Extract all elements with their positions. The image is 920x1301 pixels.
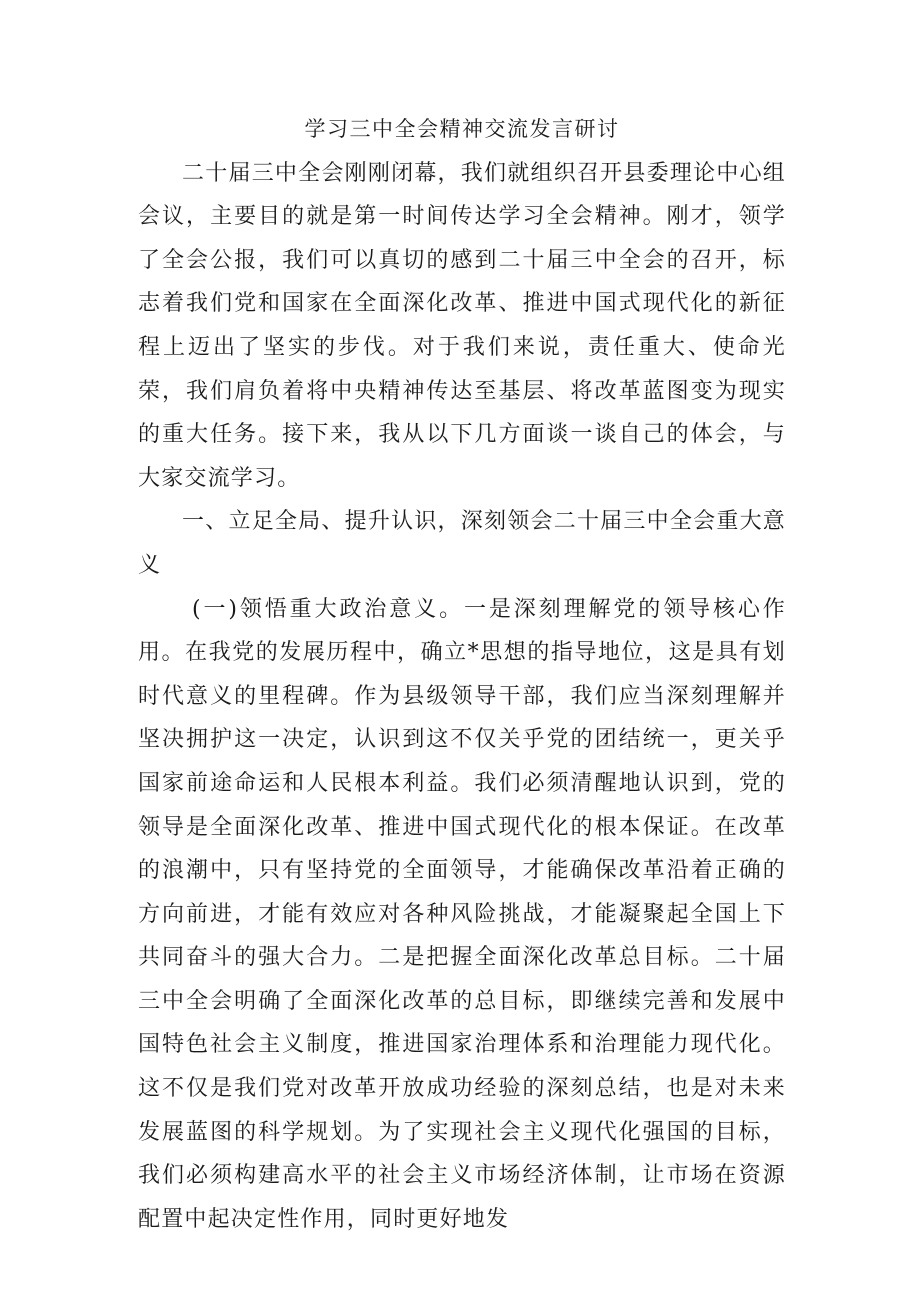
section-paragraph: (一)领悟重大政治意义。一是深刻理解党的领导核心作用。在我党的发展历程中，确立*思想的指导地位，这是具有划时代意义的里程碑。作为县级领导干部，我们应当深刻理解并坚决拥护这一决定，认识到这不仅关乎党的团结统一，更关乎国家前途命运和人民根本利益。我们必须清醒地认识到，党的领导是全面深化改革、推进中国式现代化的根本保证。在改革的浪潮中，只有坚持党的全面领导，才能确保改革沿着正确的方向前进，才能有效应对各种风险挑战，才能凝聚起全国上下共同奋斗的强大合力。二是把握全面深化改革总目标。二十届三中全会明确了全面深化改革的总目标，即继续完善和发展中国特色社会主义制度，推进国家治理体系和治理能力现代化。这不仅是我们党对改革开放成功经验的深刻总结，也是对未来发展蓝图的科学规划。为了实现社会主义现代化强国的目标，我们必须构建高水平的社会主义市场经济体制，让市场在资源配置中起决定性作用，同时更好地发 bbox=[138, 596, 786, 1232]
document-title: 学习三中全会精神交流发言研讨 bbox=[304, 117, 620, 141]
section-heading: 一、立足全局、提升认识，深刻领会二十届三中全会重大意义 bbox=[138, 509, 786, 578]
intro-paragraph: 二十届三中全会刚刚闭幕，我们就组织召开县委理论中心组会议，主要目的就是第一时间传达学习全会精神。刚才，领学了全会公报，我们可以真切的感到二十届三中全会的召开，标志着我们党和国家在全面深化改革、推进中国式现代化的新征程上迈出了坚实的步伐。对于我们来说，责任重大、使命光荣，我们肩负着将中央精神传达至基层、将改革蓝图变为现实的重大任务。接下来，我从以下几方面谈一谈自己的体会，与大家交流学习。 bbox=[138, 160, 786, 491]
document-body bbox=[138, 108, 786, 1241]
